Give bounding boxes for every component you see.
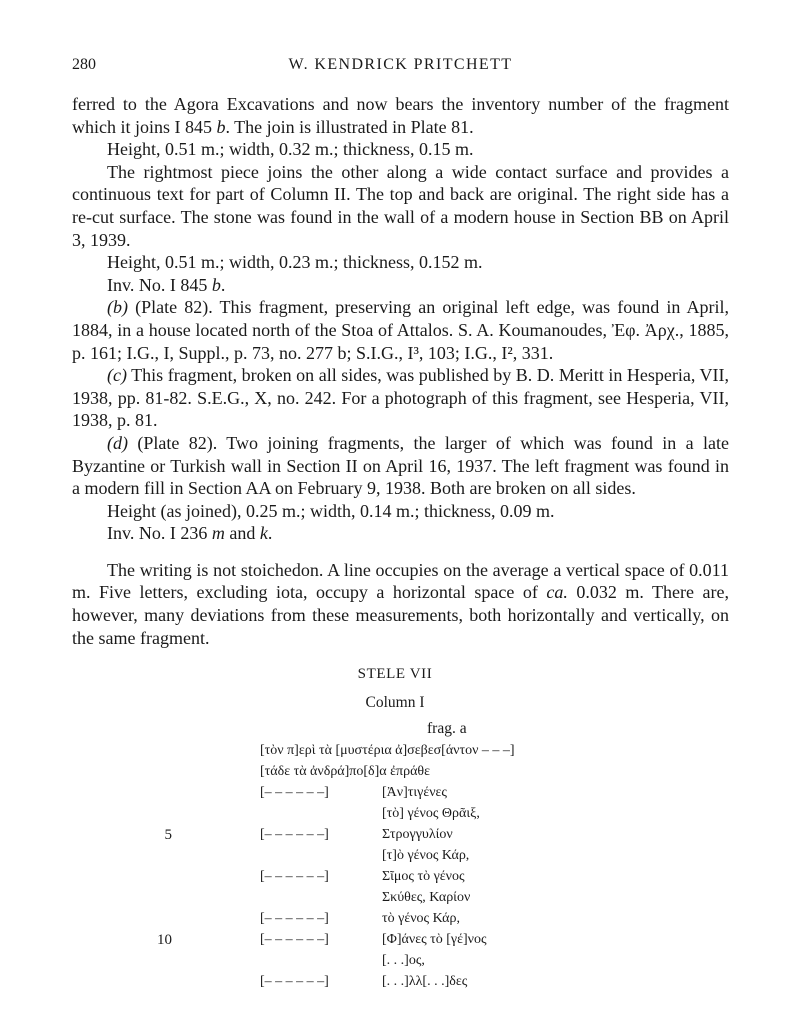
paragraph: Height, 0.51 m.; width, 0.32 m.; thickness, 0.15 m.	[107, 139, 474, 160]
paragraph: ferred to the Agora Excavations and now bears the inventory number of the fragment which it joins I 845 b. The join is illustrated in Plate 81.	[72, 94, 729, 137]
page-header	[72, 56, 729, 80]
stele-title: STELE VII	[357, 666, 433, 682]
paragraph: The rightmost piece joins the other along a wide contact surface and provides a continuous text for part of Column II. The top and back are original. The right side has a re-cut surface. The stone was found in the wall of a modern house in Section BB on April 3, 1939.	[72, 161, 729, 250]
paragraph: (c) This fragment, broken on all sides, was published by B. D. Meritt in Hesperia, VII, 1938, pp. 81-82. S.E.G., X, no. 242. For a photograph of this fragment, see Hesperia, VII, 1938, p. 81.	[72, 365, 729, 431]
fragment-label: frag. a	[427, 720, 467, 737]
page-number: 280	[72, 56, 96, 73]
body-text	[72, 93, 729, 649]
paragraph: The writing is not stoichedon. A line occupies on the average a vertical space of 0.011 m. Five letters, excluding iota, occupy a horizontal space of ca. 0.032 m. There are, however, many deviations from these measurements, both horizontally and vertically, on the same fragment.	[72, 559, 729, 648]
paragraph: Inv. No. I 236 m and k.	[107, 523, 273, 544]
line-number: 5	[164, 827, 172, 843]
inscription-text: [τὸν π]ερὶ τὰ [μυστέρια ἀ]σεβεσ[άντον – – –] [τάδε τὰ ἀνδρά]πο[δ]α ἐπράθε [– – – – – –] [Ἀν]τιγένες [τὸ] γένος Θρᾶιξ, 5 [– – – – – –] Στρογγυλίον [τ]ὸ γένος Κάρ, [– – – – – –] Σῖμος τὸ γένος Σκύθες, Καρίον [– – – – – –] τὸ γένος Κάρ, 10 [– – – – – –] [Φ]άνες τὸ [γέ]νος [. . .]ος, [– – – – – –] [. . .]λλ[. . .]δες	[0, 740, 790, 960]
paragraph: Height (as joined), 0.25 m.; width, 0.14 m.; thickness, 0.09 m.	[107, 500, 555, 521]
column-title: Column I	[365, 694, 425, 711]
paragraph: (b) (Plate 82). This fragment, preserving an original left edge, was found in April, 1884, in a house located north of the Stoa of Attalos. S. A. Koumanoudes, Ἐφ. Ἀρχ., 1885, p. 161; I.G., I, Suppl., p. 73, no. 277 b; S.I.G., I³, 103; I.G., I², 331.	[72, 297, 729, 363]
paragraph: Inv. No. I 845 b.	[107, 274, 226, 295]
line-number: 10	[157, 932, 172, 948]
running-title: W. KENDRICK PRITCHETT	[288, 56, 513, 73]
paragraph: Height, 0.51 m.; width, 0.23 m.; thickness, 0.152 m.	[107, 252, 483, 273]
paragraph: (d) (Plate 82). Two joining fragments, the larger of which was found in a late Byzantine or Turkish wall in Section II on April 16, 1937. The left fragment was found in a modern fill in Section AA on February 9, 1938. Both are broken on all sides.	[72, 432, 729, 499]
